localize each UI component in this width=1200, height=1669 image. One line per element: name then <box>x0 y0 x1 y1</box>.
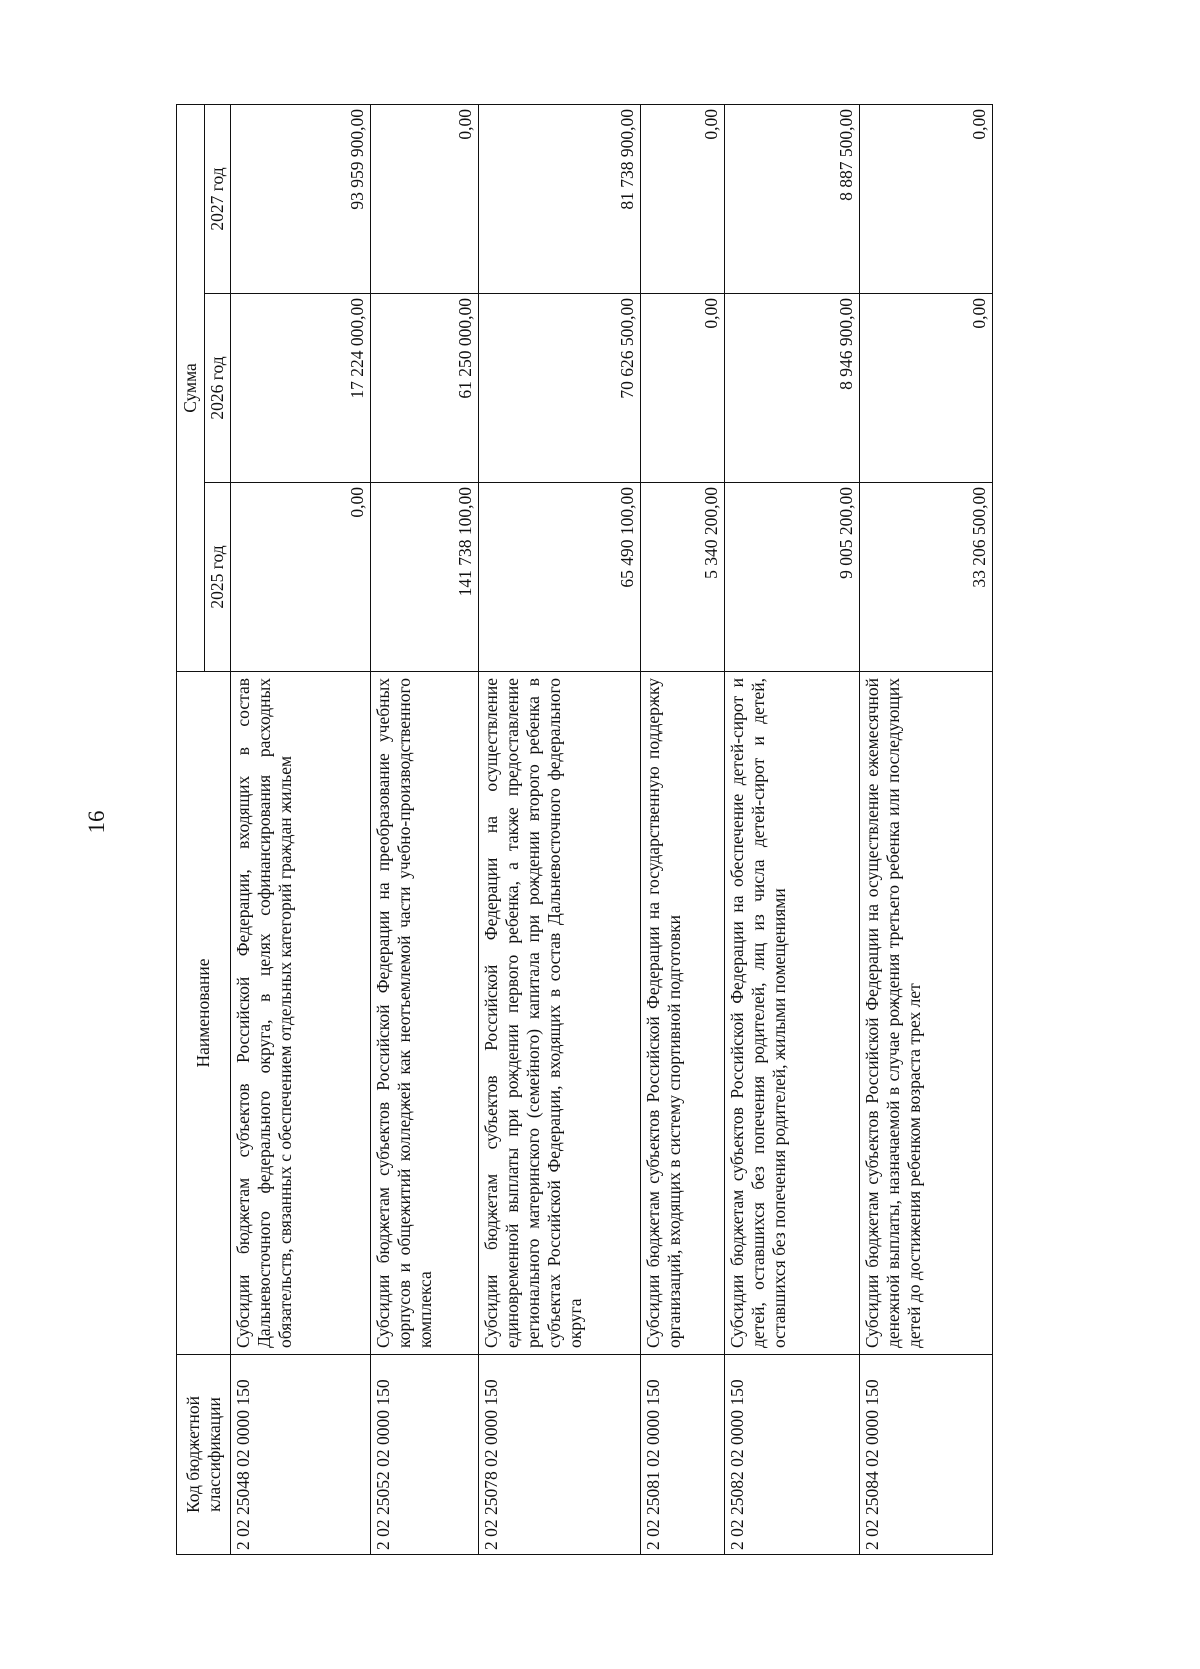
cell-code: 2 02 25081 02 0000 150 <box>641 1355 725 1555</box>
cell-2027: 93 959 900,00 <box>231 104 371 293</box>
cell-2026: 61 250 000,00 <box>371 294 479 483</box>
table-row <box>725 104 860 1554</box>
cell-2025: 0,00 <box>231 483 371 672</box>
header-sum: Сумма <box>177 104 205 671</box>
cell-name: Субсидии бюджетам субъектов Российской Федерации на преобразование учебных корпусов и общежитий колледжей как неотъемлемой части учебно-производственного комплекса <box>371 672 479 1355</box>
header-row <box>177 104 205 1554</box>
cell-2027: 81 738 900,00 <box>479 104 641 293</box>
cell-2025: 5 340 200,00 <box>641 483 725 672</box>
cell-2026: 70 626 500,00 <box>479 294 641 483</box>
cell-name: Субсидии бюджетам субъектов Российской Федерации на обеспечение детей-сирот и детей, оставшихся без попечения родителей, лиц из числа детей-сирот и детей, оставшихся без попечения родителей, жилыми помещениями <box>725 672 860 1355</box>
table-row <box>641 104 725 1554</box>
cell-code: 2 02 25078 02 0000 150 <box>479 1355 641 1555</box>
budget-table-rotated <box>176 105 989 1555</box>
cell-2026: 8 946 900,00 <box>725 294 860 483</box>
cell-2025: 33 206 500,00 <box>860 483 993 672</box>
cell-2027: 0,00 <box>371 104 479 293</box>
cell-2025: 141 738 100,00 <box>371 483 479 672</box>
cell-2025: 65 490 100,00 <box>479 483 641 672</box>
cell-name: Субсидии бюджетам субъектов Российской Федерации на государственную поддержку организаций, входящих в систему спортивной подготовки <box>641 672 725 1355</box>
header-year-2027: 2027 год <box>205 104 231 293</box>
cell-name: Субсидии бюджетам субъектов Российской Федерации на осуществление ежемесячной денежной выплаты, назначаемой в случае рождения третьего ребенка или последующих детей до достижения ребенком возраста трех лет <box>860 672 993 1355</box>
cell-2026: 0,00 <box>641 294 725 483</box>
cell-2025: 9 005 200,00 <box>725 483 860 672</box>
cell-code: 2 02 25082 02 0000 150 <box>725 1355 860 1555</box>
cell-code: 2 02 25048 02 0000 150 <box>231 1355 371 1555</box>
table-row <box>231 104 371 1554</box>
cell-2026: 17 224 000,00 <box>231 294 371 483</box>
header-year-2026: 2026 год <box>205 294 231 483</box>
header-code: Код бюджетной классификации <box>177 1355 231 1555</box>
cell-2027: 0,00 <box>641 104 725 293</box>
header-name: Наименование <box>177 672 231 1355</box>
cell-2027: 0,00 <box>860 104 993 293</box>
budget-table <box>176 104 993 1555</box>
cell-code: 2 02 25052 02 0000 150 <box>371 1355 479 1555</box>
page-number: 16 <box>84 810 109 834</box>
header-year-2025: 2025 год <box>205 483 231 672</box>
cell-code: 2 02 25084 02 0000 150 <box>860 1355 993 1555</box>
table-row <box>860 104 993 1554</box>
table-row <box>371 104 479 1554</box>
table-row <box>479 104 641 1554</box>
cell-2026: 0,00 <box>860 294 993 483</box>
cell-2027: 8 887 500,00 <box>725 104 860 293</box>
cell-name: Субсидии бюджетам субъектов Российской Федерации на осуществление единовременной выплаты при рождении первого ребенка, а также предоставление регионального материнского (семейного) капитала при рождении второго ребенка в субъектах Российской Федерации, входящих в состав Дальневосточного федерального округа <box>479 672 641 1355</box>
cell-name: Субсидии бюджетам субъектов Российской Федерации, входящих в состав Дальневосточного федерального округа, в целях софинансирования расходных обязательств, связанных с обеспечением отдельных категорий граждан жильем <box>231 672 371 1355</box>
